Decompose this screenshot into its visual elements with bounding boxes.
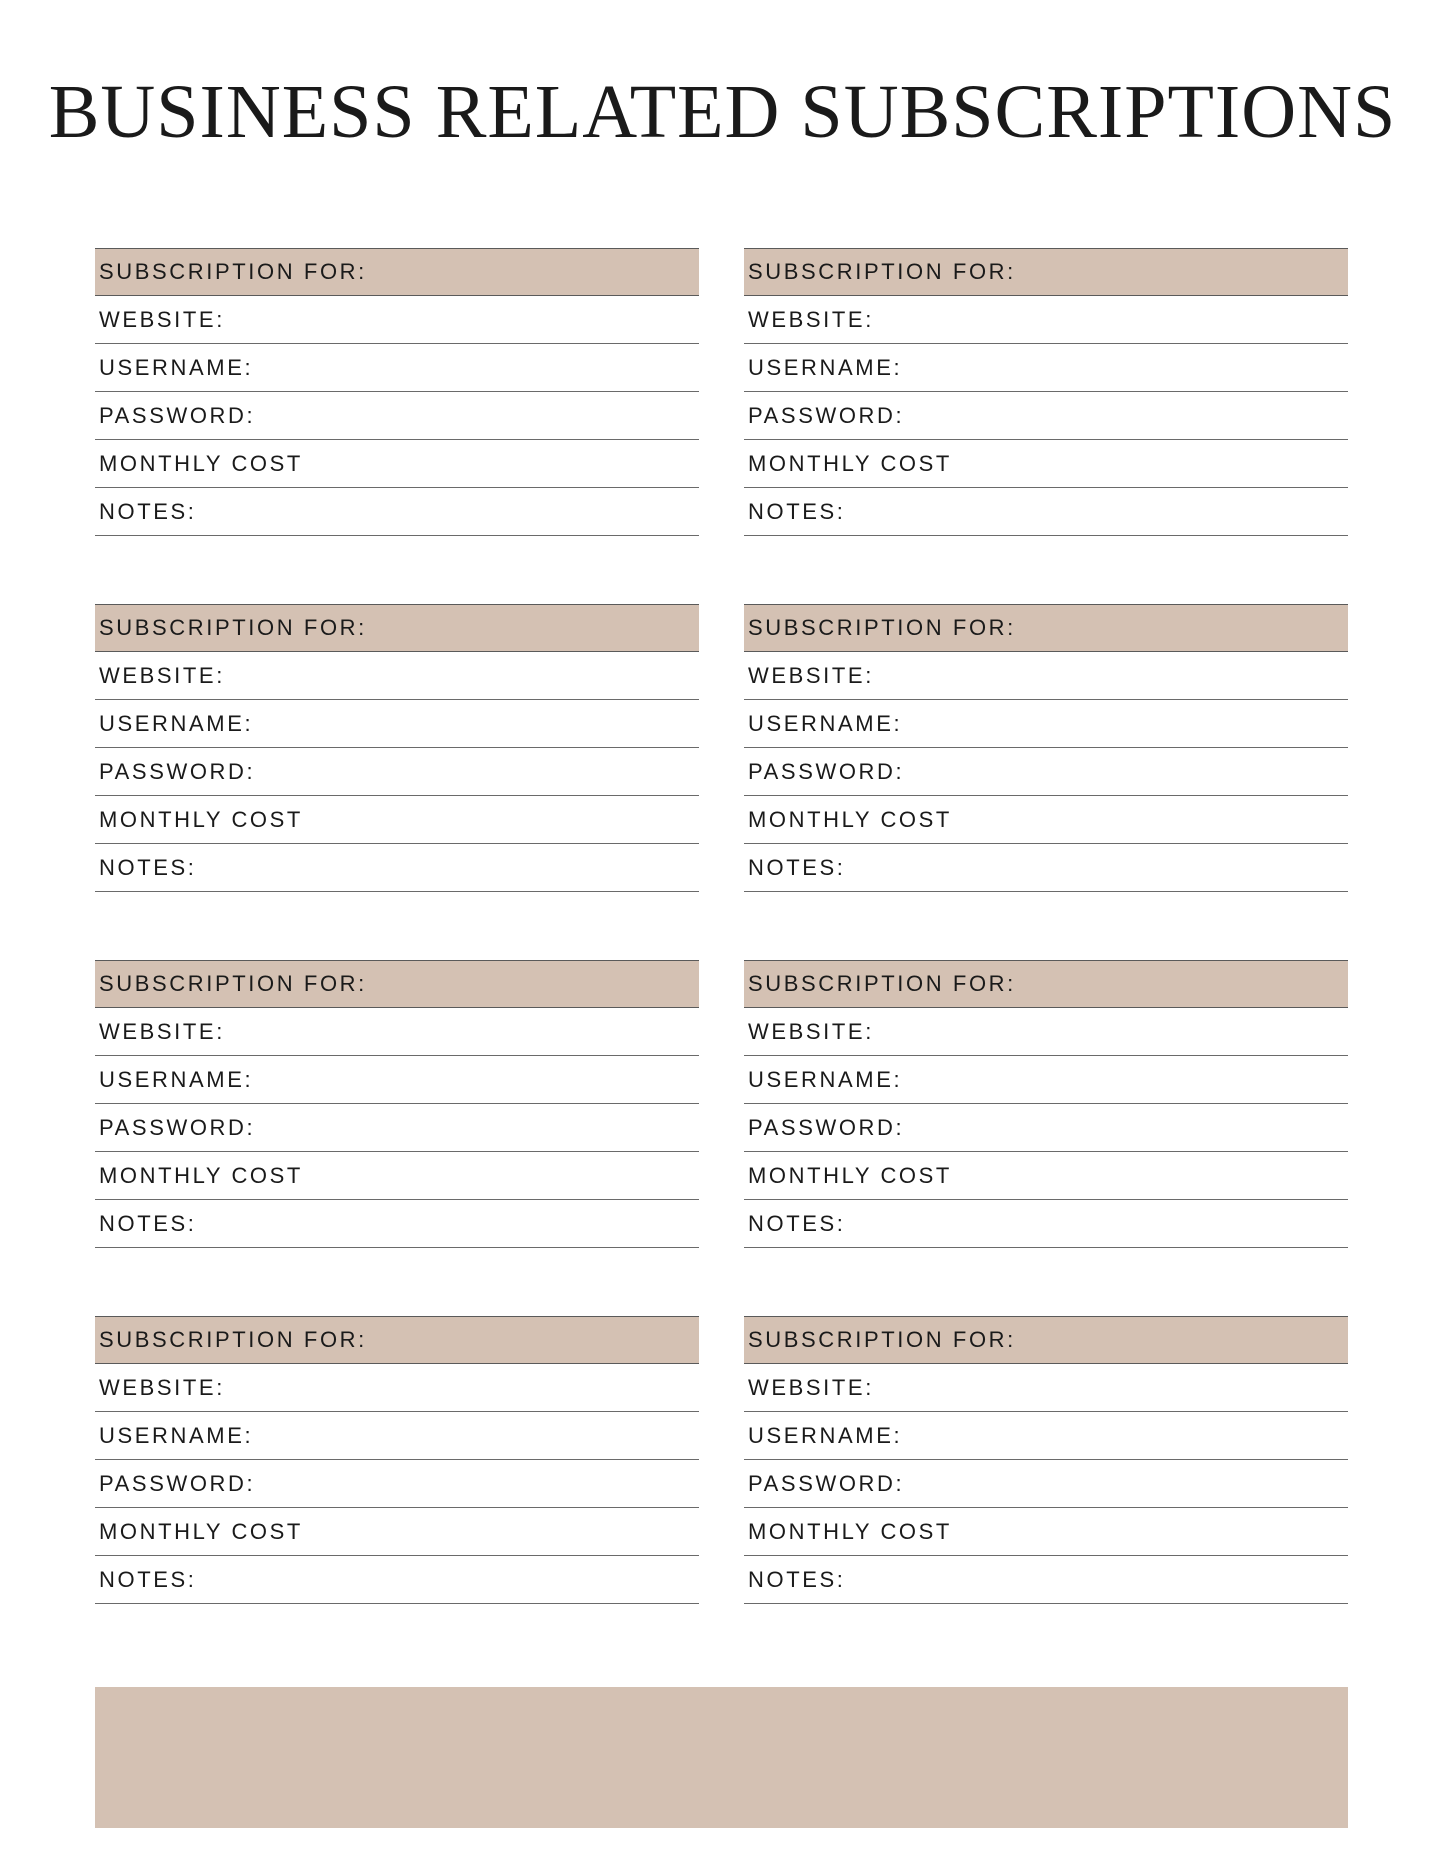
monthly-cost-field[interactable] xyxy=(95,796,699,844)
monthly-cost-field[interactable] xyxy=(744,796,1348,844)
subscription-card xyxy=(744,960,1348,1248)
notes-field[interactable] xyxy=(95,488,699,536)
subscription-card xyxy=(95,248,699,536)
password-label: PASSWORD: xyxy=(99,1114,256,1140)
notes-field[interactable] xyxy=(744,1200,1348,1248)
website-field[interactable] xyxy=(744,1008,1348,1056)
username-label: USERNAME: xyxy=(748,1066,903,1092)
username-field[interactable] xyxy=(744,1412,1348,1460)
website-label: WEBSITE: xyxy=(748,662,874,688)
notes-field[interactable] xyxy=(744,1556,1348,1604)
password-label: PASSWORD: xyxy=(99,758,256,784)
subscription-card xyxy=(744,248,1348,536)
subscription-grid xyxy=(95,248,1348,1604)
notes-field[interactable] xyxy=(95,1556,699,1604)
password-field[interactable] xyxy=(95,1460,699,1508)
website-label: WEBSITE: xyxy=(99,1018,225,1044)
subscription-for-label: SUBSCRIPTION FOR: xyxy=(99,1327,367,1352)
subscription-for-field[interactable] xyxy=(744,248,1348,296)
subscription-for-label: SUBSCRIPTION FOR: xyxy=(748,971,1016,996)
notes-label: NOTES: xyxy=(748,498,846,524)
subscription-for-field[interactable] xyxy=(744,960,1348,1008)
notes-field[interactable] xyxy=(744,488,1348,536)
monthly-cost-label: MONTHLY COST xyxy=(99,1518,303,1544)
password-label: PASSWORD: xyxy=(748,1114,905,1140)
website-label: WEBSITE: xyxy=(748,1018,874,1044)
monthly-cost-label: MONTHLY COST xyxy=(748,1162,952,1188)
website-label: WEBSITE: xyxy=(748,306,874,332)
password-label: PASSWORD: xyxy=(748,402,905,428)
subscription-for-label: SUBSCRIPTION FOR: xyxy=(99,971,367,996)
notes-label: NOTES: xyxy=(99,1210,197,1236)
password-label: PASSWORD: xyxy=(748,1470,905,1496)
username-field[interactable] xyxy=(95,344,699,392)
notes-label: NOTES: xyxy=(748,854,846,880)
username-label: USERNAME: xyxy=(748,1422,903,1448)
monthly-cost-field[interactable] xyxy=(95,1508,699,1556)
password-label: PASSWORD: xyxy=(748,758,905,784)
subscription-card xyxy=(95,1316,699,1604)
monthly-cost-label: MONTHLY COST xyxy=(748,806,952,832)
username-field[interactable] xyxy=(95,700,699,748)
subscription-for-field[interactable] xyxy=(744,604,1348,652)
website-field[interactable] xyxy=(95,1008,699,1056)
subscription-for-field[interactable] xyxy=(744,1316,1348,1364)
password-label: PASSWORD: xyxy=(99,402,256,428)
username-field[interactable] xyxy=(744,700,1348,748)
website-label: WEBSITE: xyxy=(99,662,225,688)
notes-label: NOTES: xyxy=(748,1210,846,1236)
website-field[interactable] xyxy=(744,296,1348,344)
subscription-for-label: SUBSCRIPTION FOR: xyxy=(748,615,1016,640)
username-field[interactable] xyxy=(744,344,1348,392)
password-field[interactable] xyxy=(744,392,1348,440)
username-field[interactable] xyxy=(95,1412,699,1460)
monthly-cost-label: MONTHLY COST xyxy=(748,450,952,476)
monthly-cost-label: MONTHLY COST xyxy=(748,1518,952,1544)
subscription-card xyxy=(744,604,1348,892)
monthly-cost-field[interactable] xyxy=(95,440,699,488)
password-field[interactable] xyxy=(95,748,699,796)
subscription-for-field[interactable] xyxy=(95,960,699,1008)
password-field[interactable] xyxy=(744,1460,1348,1508)
notes-field[interactable] xyxy=(95,844,699,892)
username-label: USERNAME: xyxy=(99,1422,254,1448)
website-label: WEBSITE: xyxy=(99,306,225,332)
subscription-for-field[interactable] xyxy=(95,1316,699,1364)
username-label: USERNAME: xyxy=(748,354,903,380)
monthly-cost-field[interactable] xyxy=(744,1152,1348,1200)
website-field[interactable] xyxy=(744,652,1348,700)
monthly-cost-field[interactable] xyxy=(95,1152,699,1200)
notes-label: NOTES: xyxy=(99,1566,197,1592)
password-label: PASSWORD: xyxy=(99,1470,256,1496)
website-field[interactable] xyxy=(95,652,699,700)
username-label: USERNAME: xyxy=(99,1066,254,1092)
username-field[interactable] xyxy=(95,1056,699,1104)
monthly-cost-field[interactable] xyxy=(744,1508,1348,1556)
subscription-card xyxy=(95,604,699,892)
website-field[interactable] xyxy=(95,296,699,344)
subscription-for-label: SUBSCRIPTION FOR: xyxy=(99,615,367,640)
notes-label: NOTES: xyxy=(99,854,197,880)
website-label: WEBSITE: xyxy=(748,1374,874,1400)
monthly-cost-label: MONTHLY COST xyxy=(99,806,303,832)
website-field[interactable] xyxy=(95,1364,699,1412)
subscription-for-label: SUBSCRIPTION FOR: xyxy=(99,259,367,284)
subscription-for-field[interactable] xyxy=(95,248,699,296)
password-field[interactable] xyxy=(95,392,699,440)
username-label: USERNAME: xyxy=(748,710,903,736)
username-label: USERNAME: xyxy=(99,710,254,736)
notes-field[interactable] xyxy=(744,844,1348,892)
password-field[interactable] xyxy=(744,1104,1348,1152)
subscription-card xyxy=(744,1316,1348,1604)
password-field[interactable] xyxy=(95,1104,699,1152)
password-field[interactable] xyxy=(744,748,1348,796)
website-label: WEBSITE: xyxy=(99,1374,225,1400)
subscription-for-label: SUBSCRIPTION FOR: xyxy=(748,259,1016,284)
subscription-for-label: SUBSCRIPTION FOR: xyxy=(748,1327,1016,1352)
username-label: USERNAME: xyxy=(99,354,254,380)
monthly-cost-field[interactable] xyxy=(744,440,1348,488)
monthly-cost-label: MONTHLY COST xyxy=(99,450,303,476)
subscription-for-field[interactable] xyxy=(95,604,699,652)
notes-label: NOTES: xyxy=(99,498,197,524)
subscription-card xyxy=(95,960,699,1248)
username-field[interactable] xyxy=(744,1056,1348,1104)
monthly-cost-label: MONTHLY COST xyxy=(99,1162,303,1188)
page-title: BUSINESS RELATED SUBSCRIPTIONS xyxy=(48,70,1397,154)
notes-field[interactable] xyxy=(95,1200,699,1248)
website-field[interactable] xyxy=(744,1364,1348,1412)
notes-label: NOTES: xyxy=(748,1566,846,1592)
footer-band xyxy=(95,1687,1348,1828)
